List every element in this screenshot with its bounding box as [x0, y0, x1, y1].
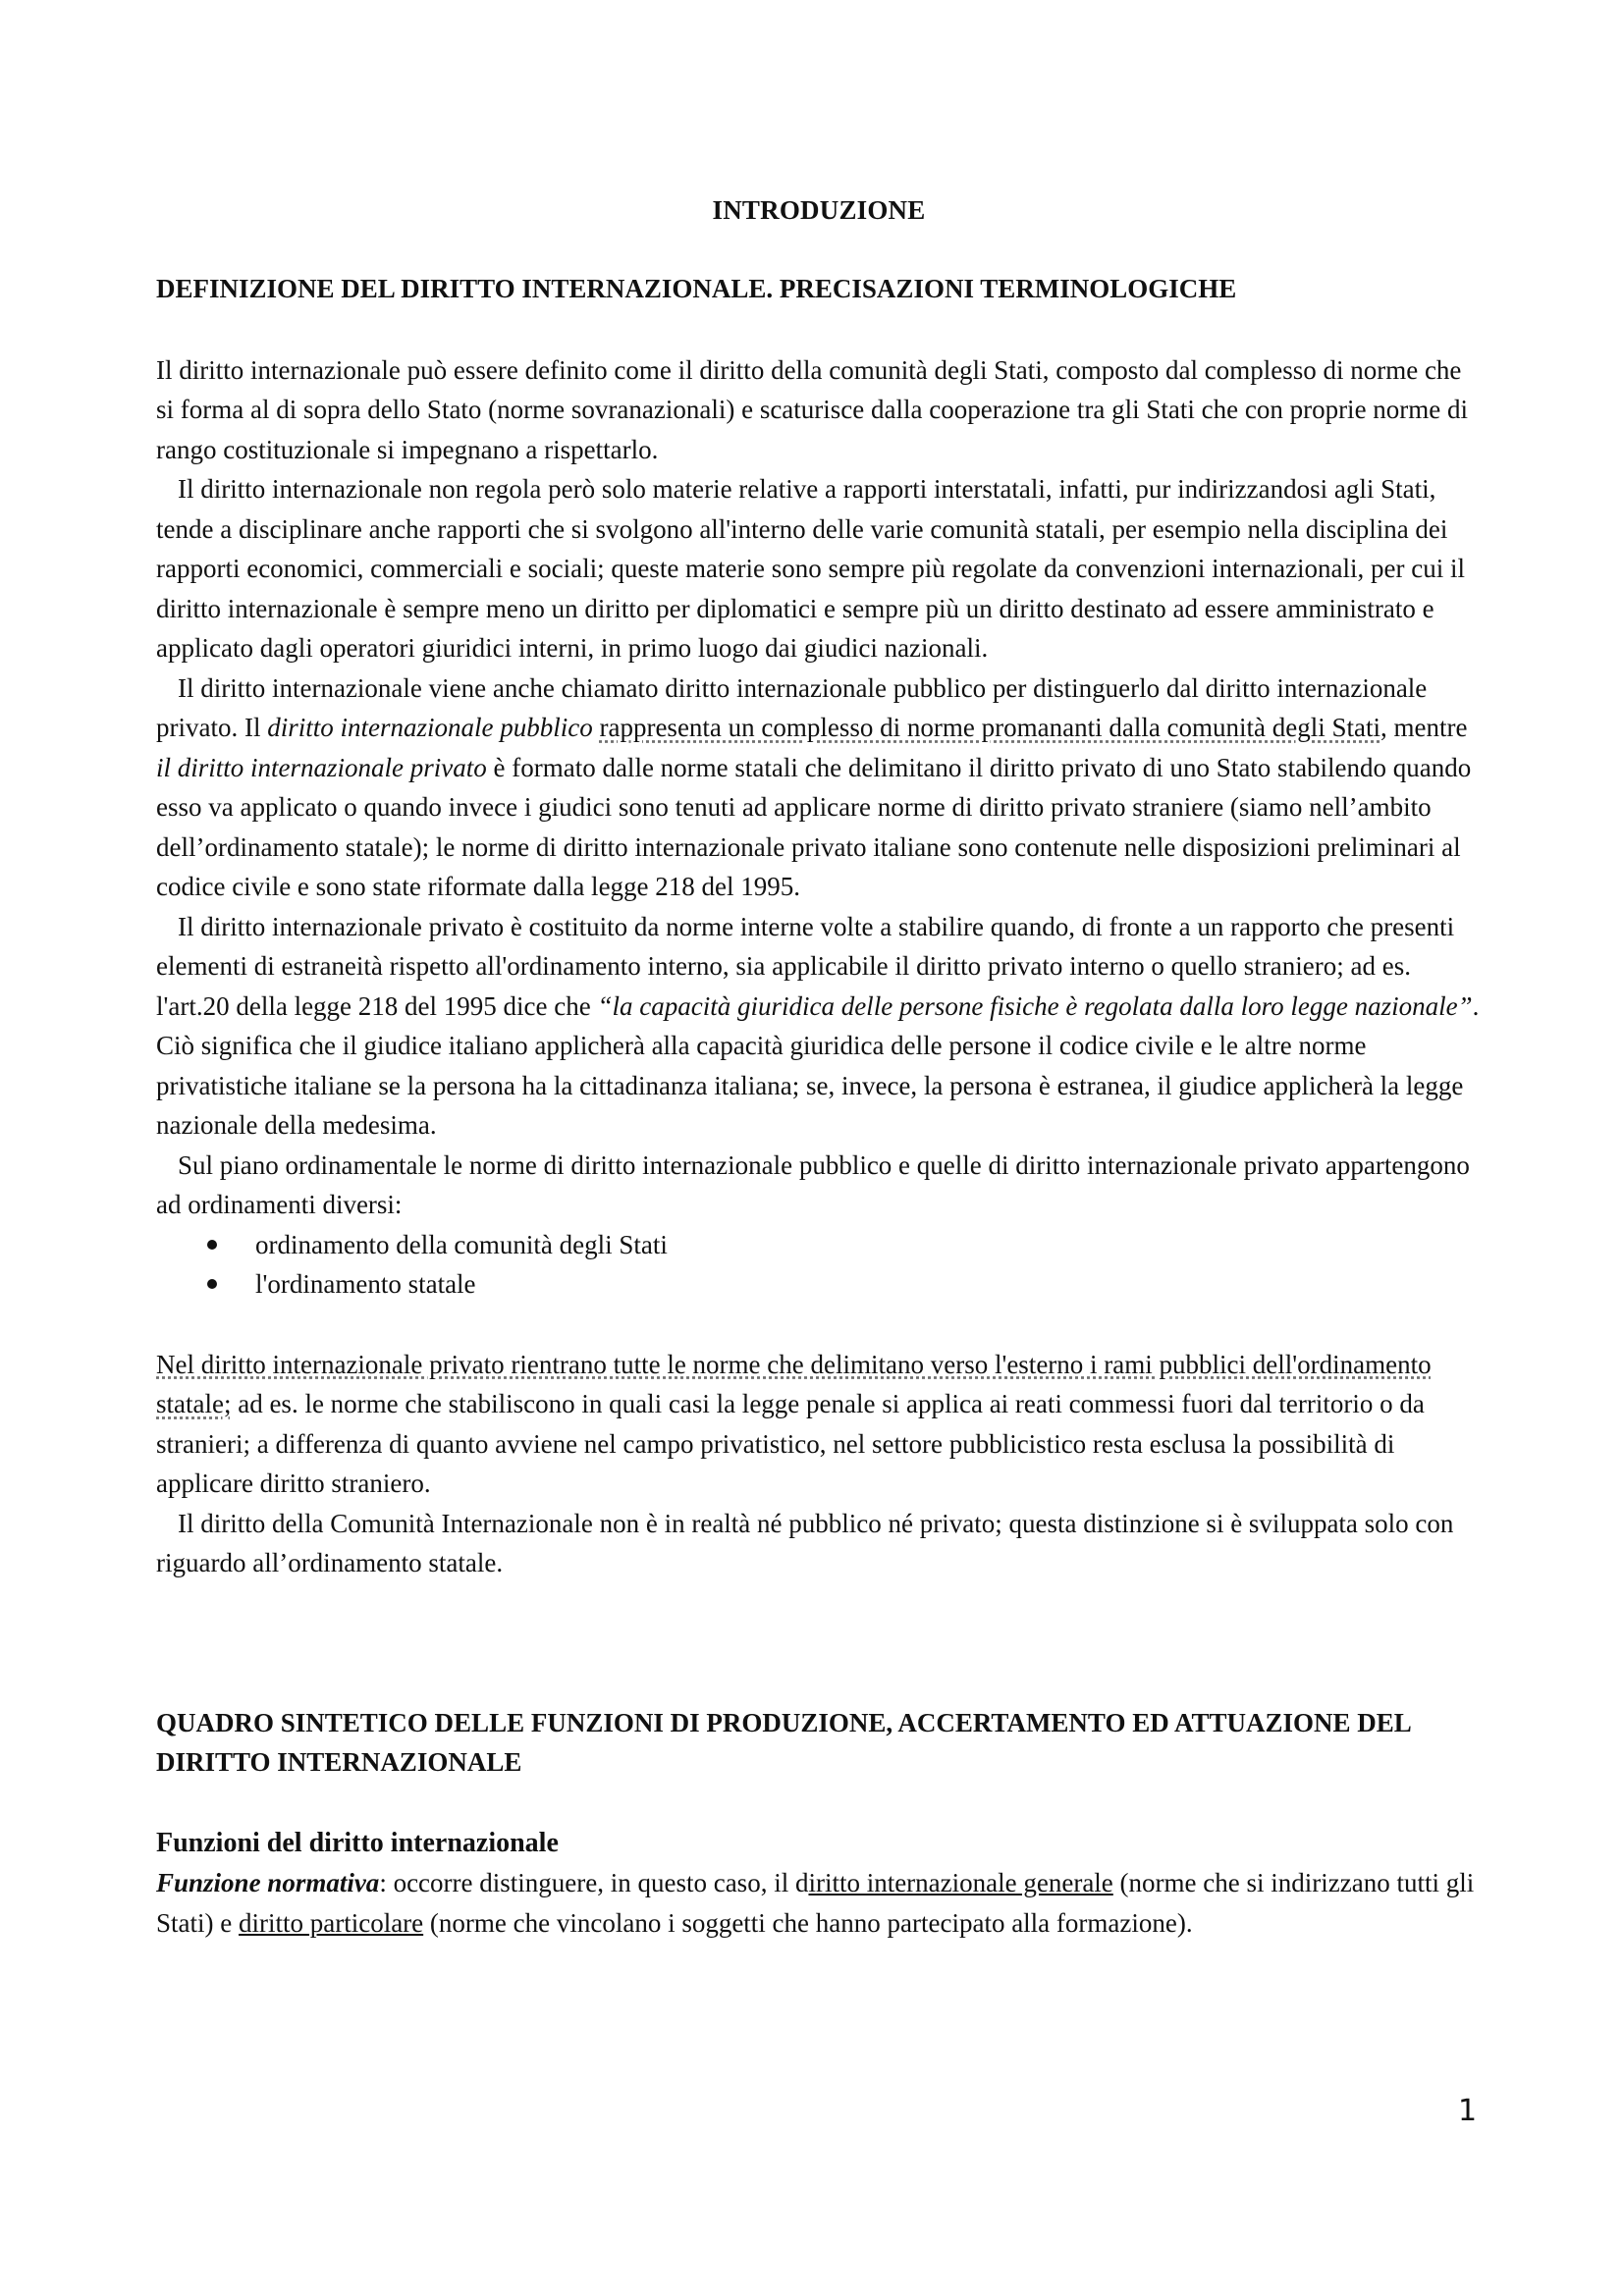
italic-term: diritto internazionale pubblico — [267, 713, 593, 742]
text-run: ad es. le norme che stabiliscono in quali casi la legge penale si applica ai reati commessi fuori dal territorio o da stranieri; a differenza di quanto avviene nel campo privatistico, nel settore pubblicistico resta esclusa la possibilità di applicare diritto straniero. — [156, 1389, 1425, 1498]
paragraph-3 — [156, 668, 1482, 907]
page-title: INTRODUZIONE — [712, 195, 926, 225]
bullet-list — [156, 1225, 1482, 1305]
section-heading-definizione: DEFINIZIONE DEL DIRITTO INTERNAZIONALE. PRECISAZIONI TERMINOLOGICHE — [156, 274, 1237, 303]
paragraph-6 — [156, 1345, 1482, 1504]
subheading-funzioni: Funzioni del diritto internazionale — [156, 1827, 559, 1858]
text-run: Il diritto internazionale privato è costituito da norme interne volte a stabilire quando, di fronte a un rapporto che presenti elementi di estraneità rispetto all'ordinamento interno, sia applicabile il diritto privato interno o quello straniero; ad es. l'art.20 della legge 218 del 1995 dice che — [156, 911, 1455, 1021]
text-run: . Ciò significa che il giudice italiano applicherà alla capacità giuridica delle persone il codice civile e le altre norme privatistiche italiane se la persona ha la cittadinanza italiana; se, invece, la persona è estranea, il giudice applicherà la legge nazionale della medesima. — [156, 990, 1480, 1140]
spacer — [156, 1583, 1482, 1703]
section-heading-quadro: QUADRO SINTETICO DELLE FUNZIONI DI PRODUZIONE, ACCERTAMENTO ED ATTUAZIONE DEL DIRITTO INTERNAZIONALE — [156, 1707, 1411, 1777]
paragraph-4 — [156, 907, 1482, 1146]
marked-text: Nel diritto internazionale privato rientrano tutte le norme che delimitano verso l'esterno i rami pubblici dell'ordinamento statale; — [156, 1349, 1432, 1418]
spacer — [156, 1783, 1482, 1824]
list-item-text: l'ordinamento statale — [255, 1269, 476, 1299]
list-item — [156, 1225, 1482, 1265]
list-item-text: ordinamento della comunità degli Stati — [255, 1229, 668, 1259]
paragraph-2: Il diritto internazionale non regola però solo materie relative a rapporti interstatali, infatti, pur indirizzandosi agli Stati, tende a disciplinare anche rapporti che si svolgono all'interno delle varie comunità statali, per esempio nella disciplina dei rapporti economici, commerciali e sociali; queste materie sono sempre più regolate da convenzioni internazionali, per cui il diritto internazionale è sempre meno un diritto per diplomatici e sempre più un diritto destinato ad essere amministrato e applicato dagli operatori giuridici interni, in primo luogo dai giudici nazionali. — [156, 474, 1466, 663]
bullet-icon — [207, 1240, 217, 1250]
text-run: (norme che si indirizzano tutti gli Stati) e — [156, 1868, 1475, 1938]
bullet-icon — [207, 1279, 217, 1289]
underlined-term: iritto internazionale generale — [808, 1868, 1113, 1897]
spacer — [156, 230, 1482, 269]
text-run: è formato dalle norme statali che delimitano il diritto privato di uno Stato stabilendo quando esso va applicato o quando invece i giudici sono tenuti ad applicare norme di diritto privato straniere (siamo nell’ambito dell’ordinamento statale); le norme di diritto internazionale privato italiane sono contenute nelle disposizioni preliminari al codice civile e sono state riformate dalla legge 218 del 1995. — [156, 752, 1472, 901]
text-run: : occorre distinguere, in questo caso, il d — [379, 1868, 809, 1897]
spacer — [156, 309, 1482, 350]
list-item — [156, 1264, 1482, 1305]
italic-term: il diritto internazionale privato — [156, 752, 487, 782]
marked-text: rappresenta un complesso di norme promananti dalla comunità degli Stati — [599, 713, 1381, 742]
spacer — [156, 1305, 1482, 1345]
paragraph-7: Il diritto della Comunità Internazionale non è in realtà né pubblico né privato; questa distinzione si è sviluppata solo con riguardo all’ordinamento statale. — [156, 1508, 1454, 1577]
paragraph-1: Il diritto internazionale può essere definito come il diritto della comunità degli Stati, composto dal complesso di norme che si forma al di sopra dello Stato (norme sovranazionali) e scaturisce dalla cooperazione tra gli Stati che con proprie norme di rango costituzionale si impegnano a rispettarlo. — [156, 354, 1469, 464]
paragraph-funzione-normativa — [156, 1863, 1482, 1943]
term-label: Funzione normativa — [156, 1868, 380, 1897]
text-run: (norme che vincolano i soggetti che hanno partecipato alla formazione). — [423, 1907, 1193, 1938]
page-number: 1 — [1458, 2094, 1478, 2128]
underlined-term: diritto particolare — [238, 1907, 424, 1938]
italic-quote: “la capacità giuridica delle persone fisiche è regolata dalla loro legge nazionale” — [597, 990, 1473, 1021]
page-content — [156, 190, 1482, 1943]
text-run: , mentre — [1380, 713, 1468, 742]
text-run: Il diritto internazionale viene anche chiamato diritto internazionale pubblico per distinguerlo dal diritto internazionale privato. Il — [156, 672, 1428, 742]
paragraph-5: Sul piano ordinamentale le norme di diritto internazionale pubblico e quelle di diritto internazionale privato appartengono ad ordinamenti diversi: — [156, 1149, 1470, 1219]
